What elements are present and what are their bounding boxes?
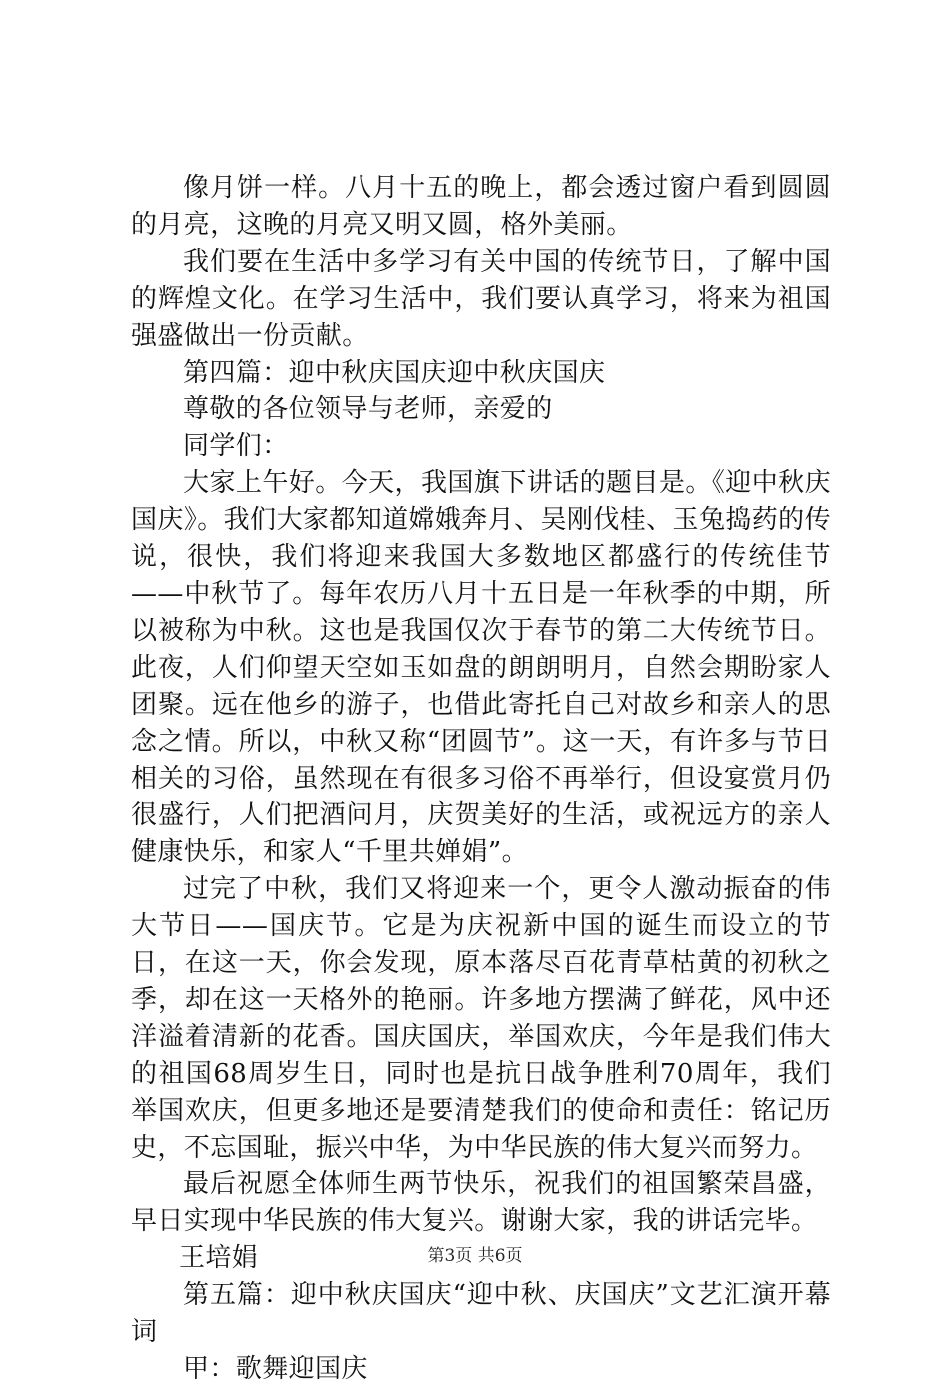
page-number-footer: 第3页 共6页 — [427, 1246, 523, 1266]
paragraph-mooncake-ending: 像月饼一样。八月十五的晚上，都会透过窗户看到圆圆的月亮，这晚的月亮又明又圆，格外美丽。 — [131, 173, 831, 240]
script-line-a: 甲：歌舞迎国庆 — [183, 1354, 368, 1384]
salutation-line: 尊敬的各位领导与老师，亲爱的 — [183, 394, 553, 425]
paragraph-national-day: 过完了中秋，我们又将迎来一个，更令人激动振奋的伟大节日——国庆节。它是为庆祝新中国的诞生而设立的节日，在这一天，你会发现，原本落尽百花青草枯黄的初秋之季，却在这一天格外的艳丽。许多地方摆满了鲜花，风中还洋溢着清新的花香。国庆国庆，举国欢庆，今年是我们伟大的祖国68周岁生日，同时也是抗日战争胜利70周年，我们举国欢庆，但更多地还是要清楚我们的使命和责任：铭记历史，不忘国耻，振兴中华，为中华民族的伟大复兴而努力。 — [131, 874, 831, 1163]
section-heading-part-five: 第五篇：迎中秋庆国庆“迎中秋、庆国庆”文艺汇演开幕词 — [131, 1280, 831, 1348]
document-body — [131, 170, 831, 1388]
section-heading-part-four: 第四篇：迎中秋庆国庆迎中秋庆国庆 — [183, 357, 606, 388]
paragraph-mid-autumn: 大家上午好。今天，我国旗下讲话的题目是。《迎中秋庆国庆》。我们大家都知道嫦娥奔月、吴刚伐桂、玉兔捣药的传说，很快，我们将迎来我国大多数地区都盛行的传统佳节——中秋节了。每年农历八月十五日是一年秋季的中期，所以被称为中秋。这也是我国仅次于春节的第二大传统节日。此夜，人们仰望天空如玉如盘的朗朗明月，自然会期盼家人团聚。远在他乡的游子，也借此寄托自己对故乡和亲人的思念之情。所以，中秋又称“团圆节”。这一天，有许多与节日相关的习俗，虽然现在有很多习俗不再举行，但设宴赏月仍很盛行，人们把酒问月，庆贺美好的生活，或祝远方的亲人健康快乐，和家人“千里共婵娟”。 — [131, 468, 831, 868]
paragraph-learn-traditions: 我们要在生活中多学习有关中国的传统节日，了解中国的辉煌文化。在学习生活中，我们要认真学习，将来为祖国强盛做出一份贡献。 — [131, 246, 831, 351]
salutation-students: 同学们： — [183, 431, 289, 462]
speaker-signature: 王培娟 — [179, 1243, 259, 1274]
paragraph-closing-wishes: 最后祝愿全体师生两节快乐，祝我们的祖国繁荣昌盛，早日实现中华民族的伟大复兴。谢谢大家，我的讲话完毕。 — [131, 1169, 831, 1237]
